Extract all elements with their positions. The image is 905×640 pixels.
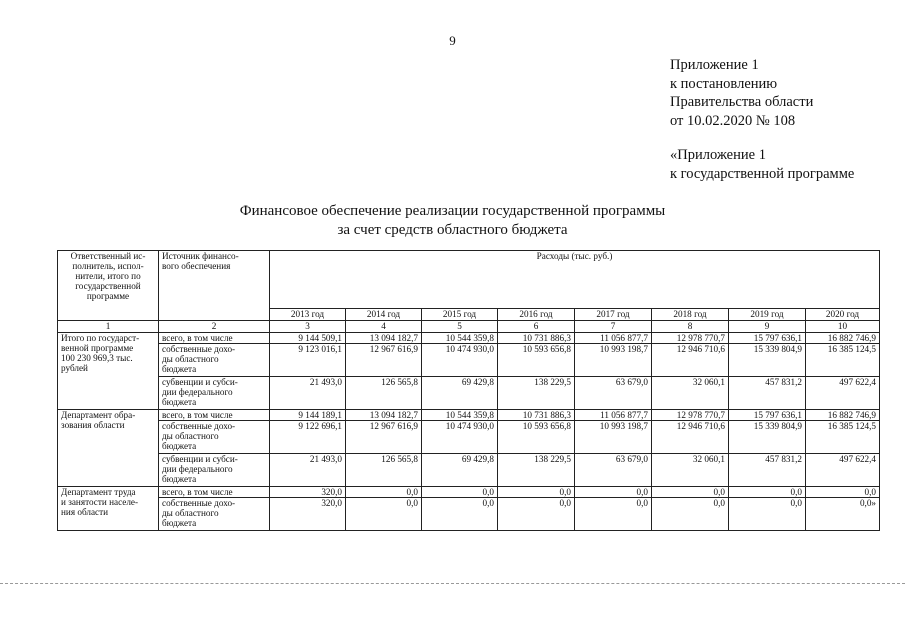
responsible-executor: Департамент обра- зования области bbox=[58, 410, 159, 487]
annex-line: «Приложение 1 bbox=[670, 147, 766, 163]
expense-value: 320,0 bbox=[270, 498, 346, 531]
expense-value: 69 429,8 bbox=[422, 454, 498, 487]
expense-value: 0,0 bbox=[575, 498, 652, 531]
responsible-executor: Департамент труда и занятости населе- ния области bbox=[58, 487, 159, 531]
expense-value: 9 144 189,1 bbox=[270, 410, 346, 421]
expense-value: 0,0» bbox=[806, 498, 880, 531]
expense-value: 0,0 bbox=[729, 498, 806, 531]
year-header: 2015 год bbox=[422, 309, 498, 321]
expense-value: 9 122 696,1 bbox=[270, 421, 346, 454]
expense-value: 138 229,5 bbox=[498, 454, 575, 487]
funding-source: субвенции и субси- дии федерального бюджета bbox=[159, 454, 270, 487]
column-index-row bbox=[58, 321, 880, 333]
annex-line: к государственной программе bbox=[670, 165, 855, 182]
expense-value: 0,0 bbox=[729, 487, 806, 498]
funding-source: всего, в том числе bbox=[159, 333, 270, 344]
expense-value: 11 056 877,7 bbox=[575, 333, 652, 344]
expense-value: 0,0 bbox=[422, 487, 498, 498]
expense-value: 10 474 930,0 bbox=[422, 421, 498, 454]
expense-value: 320,0 bbox=[270, 487, 346, 498]
year-header: 2014 год bbox=[346, 309, 422, 321]
expense-value: 9 123 016,1 bbox=[270, 344, 346, 377]
expense-value: 12 967 616,9 bbox=[346, 421, 422, 454]
expense-value: 0,0 bbox=[498, 498, 575, 531]
column-index: 3 bbox=[270, 321, 346, 333]
expense-value: 497 622,4 bbox=[806, 377, 880, 410]
expense-value: 32 060,1 bbox=[652, 377, 729, 410]
column-index: 9 bbox=[729, 321, 806, 333]
header-expenses: Расходы (тыс. руб.) bbox=[270, 251, 880, 309]
expense-value: 12 967 616,9 bbox=[346, 344, 422, 377]
year-header: 2017 год bbox=[575, 309, 652, 321]
title-line: за счет средств областного бюджета bbox=[337, 222, 568, 238]
expense-value: 13 094 182,7 bbox=[346, 410, 422, 421]
page-edge-rule bbox=[0, 583, 905, 584]
annex-block bbox=[670, 56, 813, 130]
annex-line: от 10.02.2020 № 108 bbox=[670, 112, 796, 129]
expense-value: 21 493,0 bbox=[270, 377, 346, 410]
expense-value: 21 493,0 bbox=[270, 454, 346, 487]
document-title bbox=[0, 202, 905, 240]
expense-value: 63 679,0 bbox=[575, 454, 652, 487]
expense-value: 10 993 198,7 bbox=[575, 344, 652, 377]
expense-value: 0,0 bbox=[806, 487, 880, 498]
funding-source: всего, в том числе bbox=[159, 410, 270, 421]
table-row bbox=[58, 454, 880, 487]
expense-value: 9 144 509,1 bbox=[270, 333, 346, 344]
funding-source: собственные дохо- ды областного бюджета bbox=[159, 498, 270, 531]
expense-value: 32 060,1 bbox=[652, 454, 729, 487]
funding-source: собственные дохо- ды областного бюджета bbox=[159, 344, 270, 377]
expense-value: 10 593 656,8 bbox=[498, 421, 575, 454]
expense-value: 138 229,5 bbox=[498, 377, 575, 410]
program-annex-block bbox=[670, 146, 854, 183]
expense-value: 12 946 710,6 bbox=[652, 421, 729, 454]
funding-source: всего, в том числе bbox=[159, 487, 270, 498]
expense-value: 16 385 124,5 bbox=[806, 344, 880, 377]
funding-source: субвенции и субси- дии федерального бюджета bbox=[159, 377, 270, 410]
expense-value: 10 593 656,8 bbox=[498, 344, 575, 377]
table-row bbox=[58, 498, 880, 531]
year-header: 2020 год bbox=[806, 309, 880, 321]
expense-value: 15 339 804,9 bbox=[729, 344, 806, 377]
column-index: 2 bbox=[159, 321, 270, 333]
expense-value: 10 474 930,0 bbox=[422, 344, 498, 377]
header-source: Источник финансо- вого обеспечения bbox=[159, 251, 270, 321]
expense-value: 0,0 bbox=[346, 487, 422, 498]
expense-value: 0,0 bbox=[346, 498, 422, 531]
expense-value: 0,0 bbox=[652, 498, 729, 531]
expense-value: 457 831,2 bbox=[729, 377, 806, 410]
expense-value: 10 731 886,3 bbox=[498, 410, 575, 421]
expense-value: 16 882 746,9 bbox=[806, 410, 880, 421]
expense-value: 12 946 710,6 bbox=[652, 344, 729, 377]
expense-value: 15 797 636,1 bbox=[729, 410, 806, 421]
expense-value: 15 339 804,9 bbox=[729, 421, 806, 454]
header-responsible: Ответственный ис- полнитель, испол- нители, итого по государственной программе bbox=[58, 251, 159, 321]
expense-value: 0,0 bbox=[422, 498, 498, 531]
expense-value: 11 056 877,7 bbox=[575, 410, 652, 421]
expense-value: 16 385 124,5 bbox=[806, 421, 880, 454]
funding-source: собственные дохо- ды областного бюджета bbox=[159, 421, 270, 454]
column-index: 8 bbox=[652, 321, 729, 333]
year-header: 2016 год bbox=[498, 309, 575, 321]
expense-value: 12 978 770,7 bbox=[652, 333, 729, 344]
financing-table bbox=[57, 250, 880, 531]
expense-value: 497 622,4 bbox=[806, 454, 880, 487]
annex-line: к постановлению bbox=[670, 75, 778, 92]
column-index: 6 bbox=[498, 321, 575, 333]
column-index: 10 bbox=[806, 321, 880, 333]
year-header: 2018 год bbox=[652, 309, 729, 321]
expense-value: 0,0 bbox=[652, 487, 729, 498]
expense-value: 126 565,8 bbox=[346, 377, 422, 410]
table-row bbox=[58, 410, 880, 421]
expense-value: 0,0 bbox=[575, 487, 652, 498]
expense-value: 13 094 182,7 bbox=[346, 333, 422, 344]
expense-value: 0,0 bbox=[498, 487, 575, 498]
expense-value: 10 993 198,7 bbox=[575, 421, 652, 454]
responsible-executor: Итого по государст- венной программе 100 230 969,3 тыс. рублей bbox=[58, 333, 159, 410]
expense-value: 16 882 746,9 bbox=[806, 333, 880, 344]
annex-line: Приложение 1 bbox=[670, 57, 759, 73]
expense-value: 69 429,8 bbox=[422, 377, 498, 410]
year-header: 2019 год bbox=[729, 309, 806, 321]
column-index: 4 bbox=[346, 321, 422, 333]
table-row bbox=[58, 487, 880, 498]
table-row bbox=[58, 377, 880, 410]
expense-value: 12 978 770,7 bbox=[652, 410, 729, 421]
table-row bbox=[58, 421, 880, 454]
expense-value: 126 565,8 bbox=[346, 454, 422, 487]
title-line: Финансовое обеспечение реализации государственной программы bbox=[239, 203, 666, 219]
table-row bbox=[58, 344, 880, 377]
expense-value: 10 731 886,3 bbox=[498, 333, 575, 344]
expense-value: 63 679,0 bbox=[575, 377, 652, 410]
expense-value: 15 797 636,1 bbox=[729, 333, 806, 344]
table-row bbox=[58, 333, 880, 344]
column-index: 7 bbox=[575, 321, 652, 333]
column-index: 1 bbox=[58, 321, 159, 333]
column-index: 5 bbox=[422, 321, 498, 333]
expense-value: 10 544 359,8 bbox=[422, 410, 498, 421]
expense-value: 10 544 359,8 bbox=[422, 333, 498, 344]
annex-line: Правительства области bbox=[670, 94, 814, 110]
expense-value: 457 831,2 bbox=[729, 454, 806, 487]
page-number: 9 bbox=[449, 33, 456, 48]
year-header: 2013 год bbox=[270, 309, 346, 321]
